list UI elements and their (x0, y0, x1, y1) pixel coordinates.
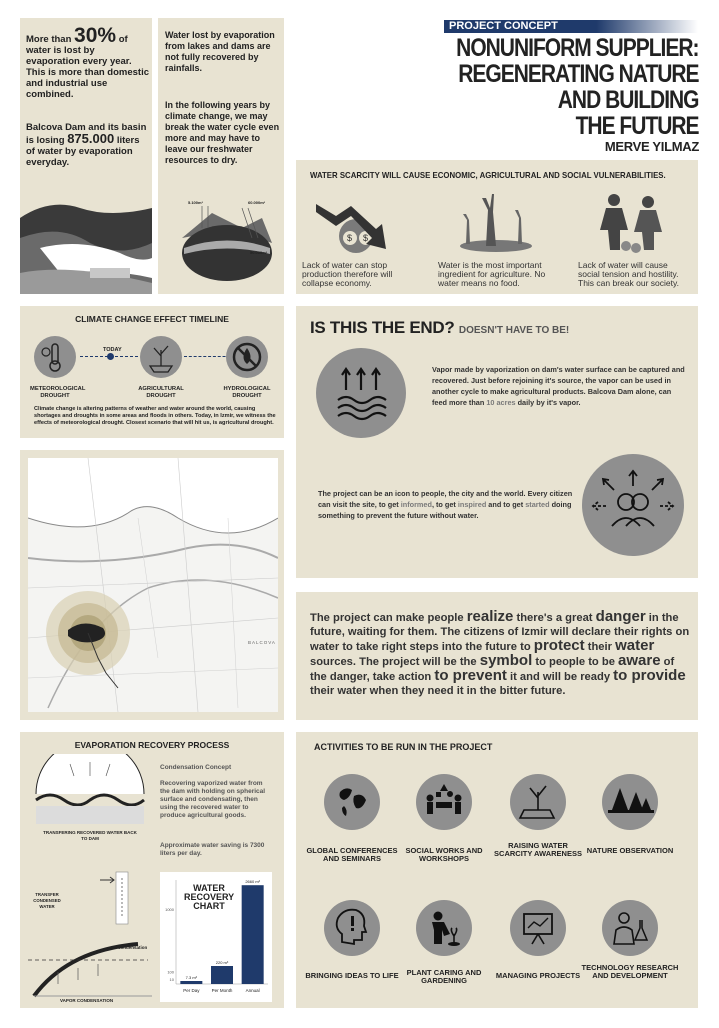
timeline-today-dot (107, 353, 114, 360)
vapor-waves-icon (316, 348, 406, 438)
chart-y-tick-label: 100 (167, 969, 174, 975)
statement-s6: to people to be (532, 656, 619, 668)
end-heading (310, 318, 569, 338)
activity-circle-projects (510, 900, 566, 956)
statement-panel (296, 592, 698, 720)
evap-label-3: 50.000m³ (250, 250, 268, 255)
people-broadcast-icon (582, 454, 684, 556)
scarcity-panel (296, 160, 698, 294)
agricultural-drought-label: AGRICULTURAL DROUGHT (138, 386, 184, 399)
condensation-concept-title: Condensation Concept (160, 764, 232, 771)
statement-s8: it and will be ready (506, 671, 614, 683)
water-saving-text: Approximate water saving is 7300 liters per day. (160, 842, 265, 857)
meteorological-drought-label: METEOROLOGICAL DROUGHT (30, 386, 86, 399)
transfer-pipe-diagram (70, 870, 150, 930)
end-panel (296, 306, 698, 578)
statement-s5: sources. The project will be the (310, 656, 480, 668)
end-text-2 (318, 488, 574, 521)
keyword-symbol: symbol (479, 652, 533, 669)
activity-label-workshops: SOCIAL WORKS AND WORKSHOPS (405, 846, 483, 863)
end-p2-mid2: and to get (486, 500, 526, 509)
timeline-title: CLIMATE CHANGE EFFECT TIMELINE (75, 314, 229, 324)
activity-circle-awareness (510, 774, 566, 830)
end-p1-highlight: 10 acres (486, 398, 516, 407)
activity-label-nature: NATURE OBSERVATION (586, 846, 674, 855)
project-board-icon (510, 900, 566, 956)
economy-collapse-icon (316, 194, 406, 254)
chart-bar (242, 885, 264, 984)
title-line-2: REGENERATING NATURE (458, 60, 699, 88)
scientist-icon (602, 900, 658, 956)
keyword-to-prevent: to prevent (434, 667, 507, 684)
scarcity-society-text: Lack of water will cause social tension and hostility. This can break our society. (578, 260, 679, 288)
end-title: IS THIS THE END? (310, 318, 455, 337)
chart-bar (211, 966, 233, 984)
scarcity-title: WATER SCARCITY WILL CAUSE ECONOMIC, AGRICULTURAL AND SOCIAL VULNERABILITIES. (310, 170, 666, 180)
activity-circle-workshops (416, 774, 472, 830)
activity-label-ideas: BRINGING IDEAS TO LIFE (305, 971, 399, 980)
intro-text-1 (26, 24, 150, 100)
chart-value-label: 7.3 m³ (185, 975, 198, 980)
statement-s2: there's a great (513, 612, 596, 624)
map-balcova-label: BALCOVA (248, 640, 276, 645)
evap-label-1: 5.100m³ (188, 200, 203, 205)
keyword-protect: protect (533, 637, 585, 654)
chart-value-label: 2660 m³ (245, 879, 261, 885)
scarcity-agriculture-text: Water is the most important ingredient for agriculture. No water means no food. (438, 260, 546, 288)
svg-text:$: $ (363, 233, 369, 243)
dam-landscape-illustration (20, 188, 152, 294)
end-p2-informed: informed (400, 500, 432, 509)
statement-s9: their water when they need it in the bitter future. (310, 685, 566, 697)
activity-label-projects: MANAGING PROJECTS (495, 971, 581, 980)
activity-circle-gardening (416, 900, 472, 956)
title-line-3: AND BUILDING (558, 86, 699, 114)
title-line-1: NONUNIFORM SUPPLIER: (456, 34, 699, 62)
end-p2-post: doing something to prevent the future without water. (318, 500, 572, 520)
author-name: MERVE YILMAZ (604, 139, 699, 154)
condensation-concept-text: Recovering vaporized water from the dam with holding on spherical surface and condensating, then using the recovered water to produce agricultural goods. (160, 780, 266, 819)
hydrological-drought-label: HYDROLOGICAL DROUGHT (223, 386, 271, 399)
timeline-panel (20, 306, 284, 438)
dead-trees-icon (456, 190, 536, 254)
evap-text-2: In the following years by climate change, we may break the water cycle even more and may have to leave our freshwater resources to dry. (165, 100, 280, 165)
chart-y-tick-label: 10 (169, 976, 174, 982)
intro-text-2 (26, 122, 150, 168)
keyword-to-provide: to provide (613, 667, 686, 684)
intro-p1-mid: of (116, 34, 128, 45)
activity-circle-technology (602, 900, 658, 956)
end-p2-mid1: , to get (431, 500, 458, 509)
recovery-title: EVAPORATION RECOVERY PROCESS (74, 740, 230, 750)
svg-text:$: $ (347, 233, 353, 243)
activity-label-technology: TECHNOLOGY RESEARCH AND DEVELOPMENT (581, 963, 679, 980)
dried-plant-icon (140, 336, 182, 378)
workshop-icon (416, 774, 472, 830)
keyword-danger: danger (595, 608, 646, 625)
statement-s4: their (584, 641, 616, 653)
end-p2-started: started (525, 500, 550, 509)
recovery-panel (20, 732, 284, 1008)
city-map (28, 458, 278, 712)
chart-category-label: Per Month (211, 988, 233, 993)
evaporation-panel (158, 18, 284, 294)
end-p2-inspired: inspired (457, 500, 487, 509)
activity-circle-ideas (324, 900, 380, 956)
evap-label-2: 60.000m³ (248, 200, 266, 205)
intro-p2-pre: Balcova Dam and its basin is losing (26, 122, 147, 146)
timeline-today-label: TODAY (103, 347, 122, 353)
sphere-condensation-diagram (30, 754, 150, 828)
statement-text (310, 610, 690, 698)
condensation-label: condensation (118, 945, 148, 950)
trees-icon (602, 774, 658, 830)
statement-s1: The project can make people (310, 612, 467, 624)
end-p1-pre: Vapor made by vaporization on dam's water surface can be captured and recovered. Just before rejoining it's source, the vapor can be used in another cycle to make agricultural products. Balcova Dam alone, can feed more than (432, 365, 685, 407)
chart-y-tick-label: 1000 (165, 907, 174, 913)
chart-category-label: Per Day (183, 988, 200, 993)
chart-plot (160, 872, 272, 1002)
keyword-realize: realize (466, 608, 514, 625)
statement-s3: in the future, waiting for them. The citizens of Izmir will declare their rights on water to take right steps into the future to (310, 612, 690, 653)
project-concept-tag (444, 20, 698, 33)
chart-category-label: Annual (245, 988, 260, 993)
agricultural-drought-circle (140, 336, 182, 378)
gardener-icon (416, 900, 472, 956)
water-cycle-illustration (172, 198, 276, 284)
intro-p1-rest: water is lost by evaporation every year. This is more than domestic and industrial use combined. (26, 45, 149, 100)
recovery-transfer-back-label: TRANSFERING RECOVERED WATER BACK TO DAM (43, 830, 137, 841)
activity-label-gardening: PLANT CARING AND GARDENING (406, 968, 482, 985)
water-recovery-chart (160, 872, 272, 1002)
people-circle (582, 454, 684, 556)
activity-circle-conferences (324, 774, 380, 830)
map-panel (20, 450, 284, 720)
intro-p2-rest: liters of water by evaporation everyday. (26, 135, 140, 168)
timeline-description: Climate change is altering patterns of weather and water around the world, causing shortages and droughts in some areas and floods in others. Today, in Izmir, we witness the effects of meteorological drought. Closest scenario that will hit us, is agricultural drought. (34, 406, 276, 426)
head-idea-icon (324, 900, 380, 956)
title-line-4: THE FUTURE (576, 112, 699, 140)
vapor-circle (316, 348, 406, 438)
keyword-water: water (615, 637, 655, 654)
activities-panel (296, 732, 698, 1008)
meteorological-drought-circle (34, 336, 76, 378)
social-tension-icon (586, 190, 676, 254)
end-p1-post: daily by it's vapor. (515, 398, 581, 407)
no-water-icon (226, 336, 268, 378)
dry-land-plant-icon (510, 774, 566, 830)
activity-label-conferences: GLOBAL CONFERENCES AND SEMINARS (306, 846, 398, 863)
thermometer-icon (34, 336, 76, 378)
intro-30-percent: 30% (74, 24, 117, 47)
end-text-1 (432, 364, 688, 408)
statement-s7: of the danger, take action (310, 656, 675, 683)
keyword-aware: aware (618, 652, 661, 669)
chart-title: WATER RECOVERY CHART (184, 883, 235, 911)
intro-panel (20, 18, 152, 294)
intro-p1-pre: More than (26, 34, 75, 45)
project-concept-label: PROJECT CONCEPT (449, 20, 558, 32)
activities-title: ACTIVITIES TO BE RUN IN THE PROJECT (314, 742, 493, 752)
vapor-condensation-label: VAPOR CONDENSATION (60, 998, 114, 1003)
chart-value-label: 220 m³ (215, 960, 229, 965)
end-p2-pre: The project can be an icon to people, the city and the world. Every citizen can visit the site, to get (318, 489, 573, 509)
transfer-condensed-label: TRANSFER CONDENSED WATER (33, 892, 61, 909)
activity-circle-nature (602, 774, 658, 830)
activity-label-awareness: RAISING WATER SCARCITY AWARENESS (494, 841, 582, 858)
evap-text-1: Water lost by evaporation from lakes and dams are not fully recovered by rainfalls. (165, 30, 275, 73)
chart-bar (180, 981, 202, 984)
globe-conference-icon (324, 774, 380, 830)
intro-875000: 875.000 (67, 131, 115, 146)
end-subtitle: DOESN'T HAVE TO BE! (458, 325, 570, 336)
scarcity-economy-text: Lack of water can stop production therefore will collapse economy. (302, 260, 393, 288)
hydrological-drought-circle (226, 336, 268, 378)
page-title (457, 35, 699, 139)
